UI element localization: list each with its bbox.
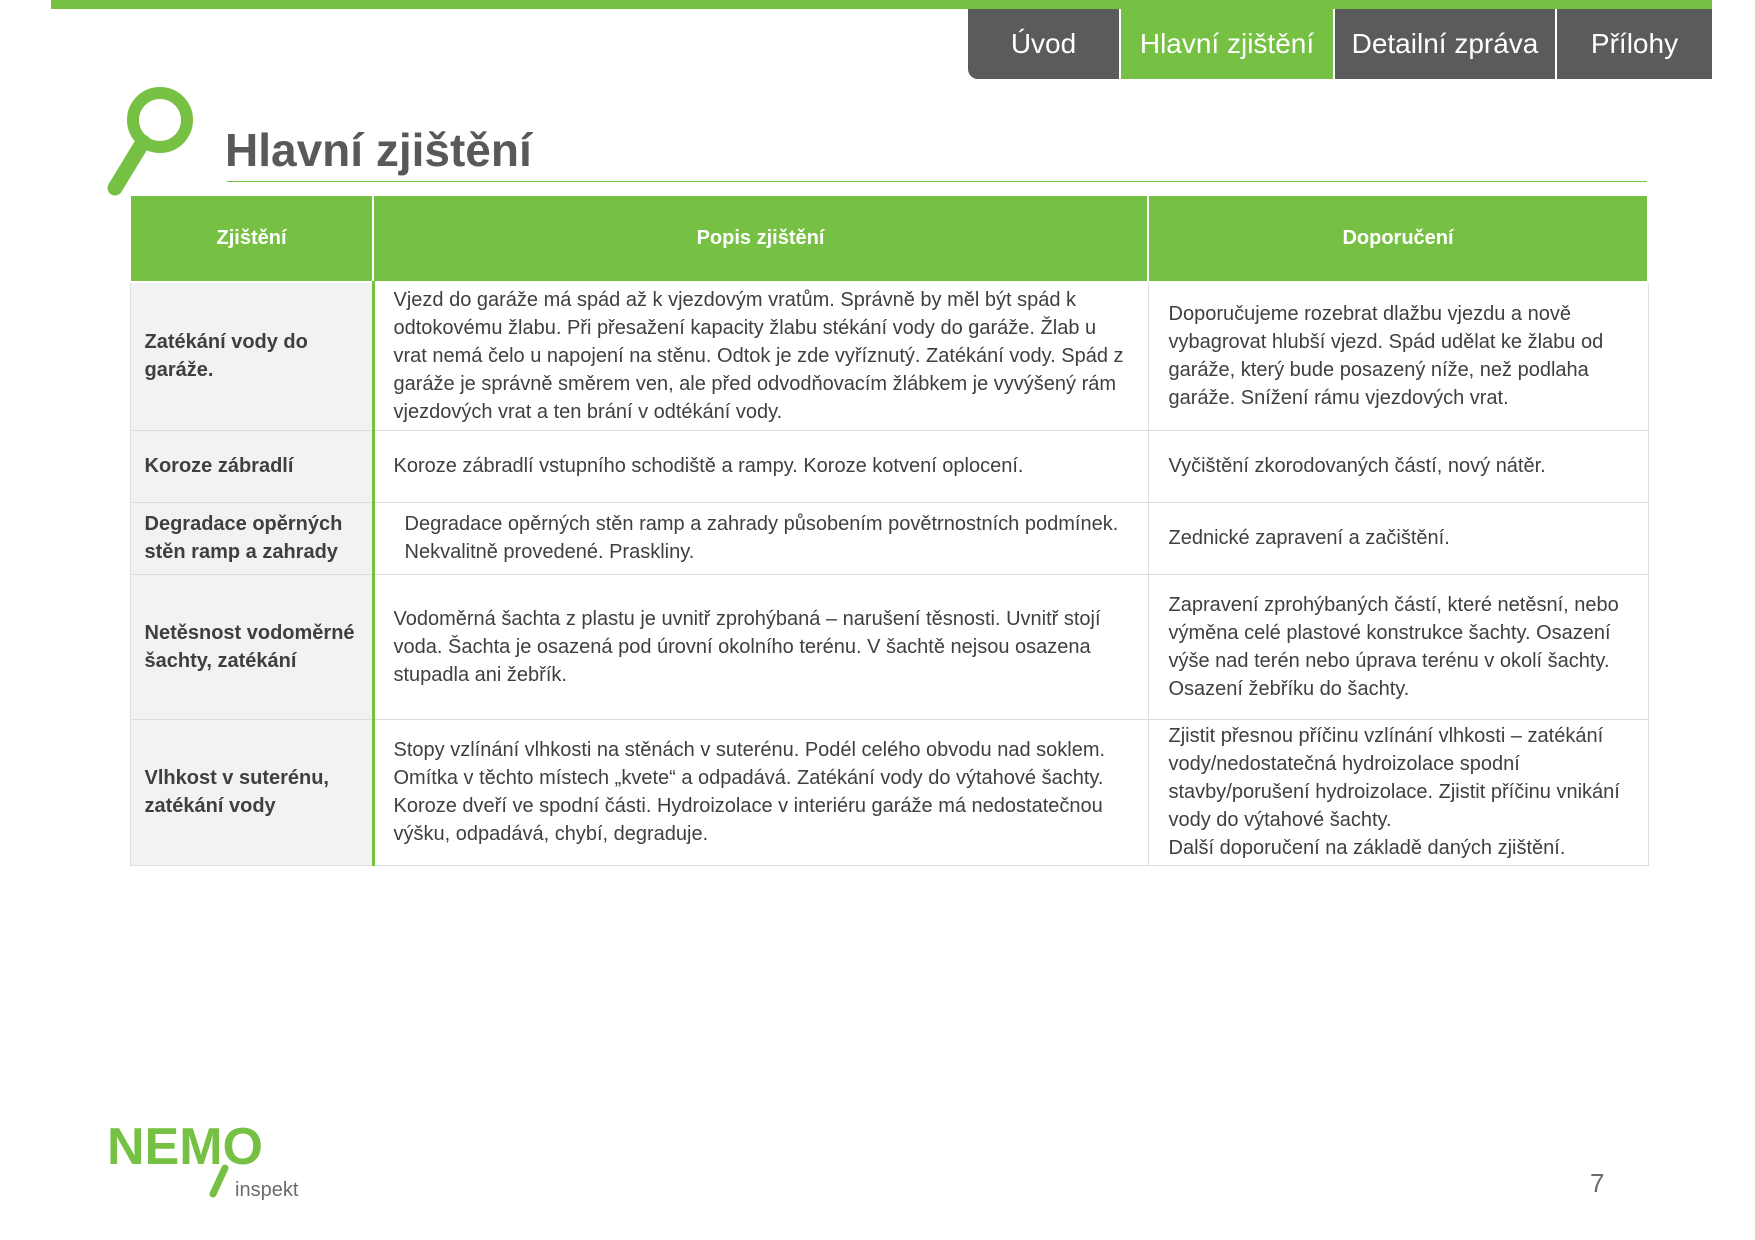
description-cell: Vodoměrná šachta z plastu je uvnitř zprohýbaná – narušení těsnosti. Uvnitř stojí voda. Šachta je osazená pod úrovní okolního terénu. V šachtě nejsou osazena stupadla ani žebřík. — [373, 574, 1148, 719]
nav-tabs — [968, 9, 1712, 79]
table-header-row — [130, 195, 1648, 282]
page-title: Hlavní zjištění — [225, 124, 532, 176]
tab-prilohy[interactable]: Přílohy — [1557, 9, 1712, 79]
header-doporuceni: Doporučení — [1148, 195, 1648, 282]
logo-text: NEMO — [107, 1118, 263, 1176]
header-zjisteni: Zjištění — [130, 195, 373, 282]
table-row — [130, 502, 1648, 574]
recommendation-cell: Doporučujeme rozebrat dlažbu vjezdu a nově vybagrovat hlubší vjezd. Spád udělat ke žlabu od garáže, který bude posazený níže, než podlaha garáže. Snížení rámu vjezdových vrat. — [1148, 282, 1648, 430]
magnifier-icon — [105, 78, 205, 198]
description-cell: Koroze zábradlí vstupního schodiště a rampy. Koroze kotvení oplocení. — [373, 430, 1148, 502]
page-number: 7 — [1590, 1168, 1605, 1198]
recommendation-cell: Vyčištění zkorodovaných částí, nový nátěr. — [1148, 430, 1648, 502]
finding-cell: Netěsnost vodoměrné šachty, zatékání — [130, 574, 373, 719]
recommendation-cell: Zapravení zprohýbaných částí, které netěsní, nebo výměna celé plastové konstrukce šachty. Osazení výše nad terén nebo úprava terénu v okolí šachty. Osazení žebříku do šachty. — [1148, 574, 1648, 719]
description-cell: Degradace opěrných stěn ramp a zahrady působením povětrnostních podmínek. Nekvalitně provedené. Praskliny. — [373, 502, 1148, 574]
tab-uvod[interactable]: Úvod — [968, 9, 1121, 79]
table-row — [130, 430, 1648, 502]
description-cell: Stopy vzlínání vlhkosti na stěnách v suterénu. Podél celého obvodu nad soklem. Omítka v těchto místech „kvete“ a odpadává. Zatékání vody do výtahové šachty. Koroze dveří ve spodní části. Hydroizolace v interiéru garáže má nedostatečnou výšku, odpadává, chybí, degraduje. — [373, 719, 1148, 865]
table-row — [130, 719, 1648, 865]
tab-hlavni-zjisteni[interactable]: Hlavní zjištění — [1121, 9, 1335, 79]
finding-cell: Vlhkost v suterénu, zatékání vody — [130, 719, 373, 865]
logo-subtitle: inspekt — [235, 1179, 299, 1201]
top-accent-bar — [51, 0, 1712, 9]
table-row — [130, 574, 1648, 719]
table-row — [130, 282, 1648, 430]
finding-cell: Koroze zábradlí — [130, 430, 373, 502]
header-popis-zjisteni: Popis zjištění — [373, 195, 1148, 282]
findings-table — [129, 194, 1649, 866]
title-underline — [227, 181, 1647, 182]
finding-cell: Degradace opěrných stěn ramp a zahrady — [130, 502, 373, 574]
recommendation-cell: Zjistit přesnou příčinu vzlínání vlhkosti – zatékání vody/nedostatečná hydroizolace spodní stavby/porušení hydroizolace. Zjistit příčinu vnikání vody do výtahové šachty. Další doporučení na základě daných zjištění. — [1148, 719, 1648, 865]
tab-detailni-zprava[interactable]: Detailní zpráva — [1335, 9, 1557, 79]
recommendation-cell: Zednické zapravení a začištění. — [1148, 502, 1648, 574]
nemo-inspekt-logo — [107, 1116, 307, 1206]
description-cell: Vjezd do garáže má spád až k vjezdovým vratům. Správně by měl být spád k odtokovému žlabu. Při přesažení kapacity žlabu stékání vody do garáže. Žlab u vrat nemá čelo u napojení na stěnu. Odtok je zde vyříznutý. Zatékání vody. Spád z garáže je správně směrem ven, ale před odvodňovacím žlábkem je vyvýšený rám vjezdových vrat a ten brání v odtékání vody. — [373, 282, 1148, 430]
finding-cell: Zatékání vody do garáže. — [130, 282, 373, 430]
